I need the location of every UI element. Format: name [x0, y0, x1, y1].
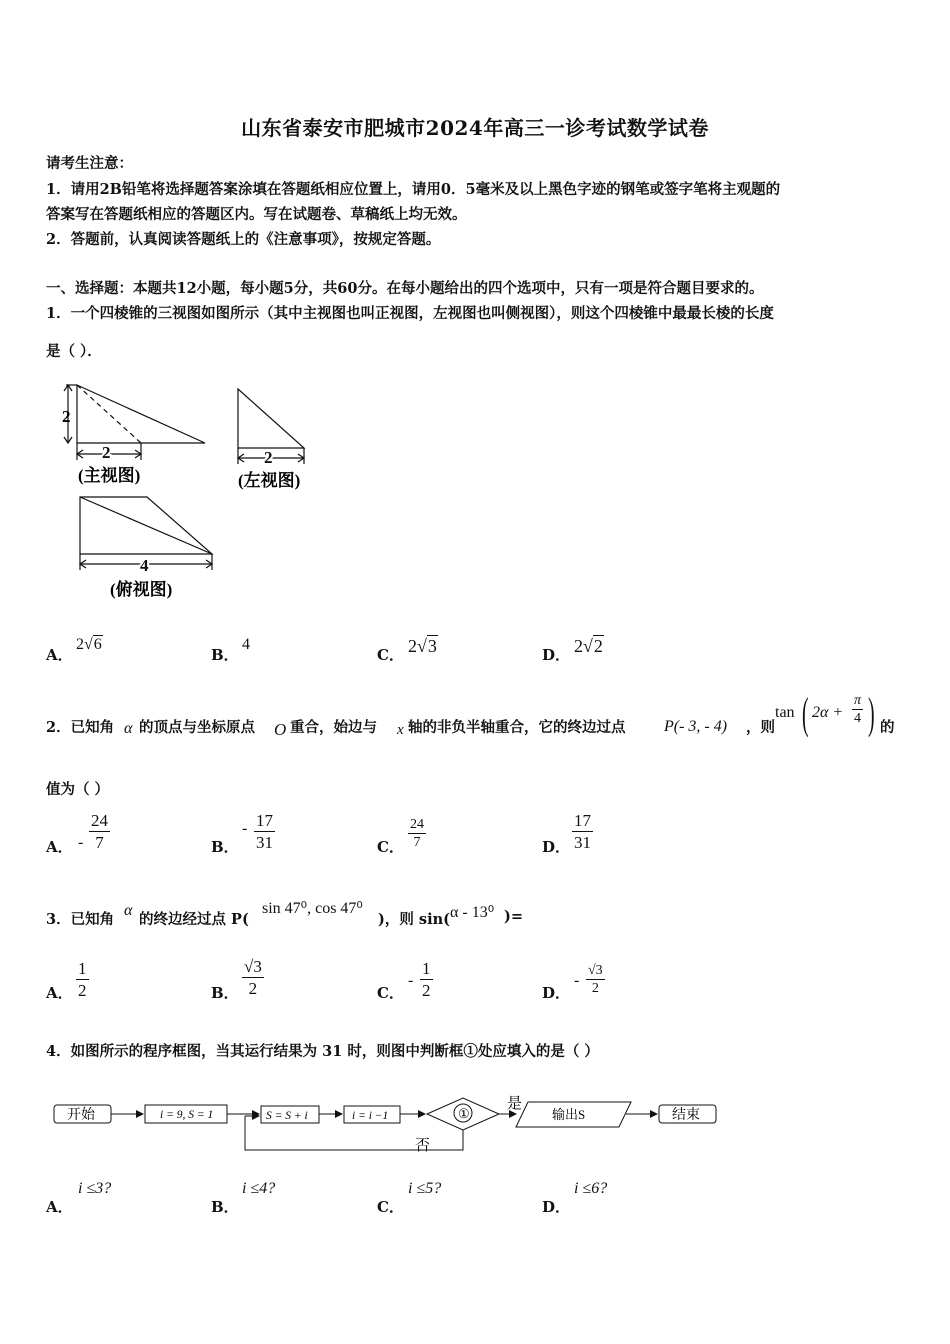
- flow-end-label: 结束: [672, 1108, 700, 1123]
- question-3-options: [46, 956, 906, 1008]
- flow-start-label: 开始: [67, 1108, 95, 1123]
- option-a-letter: A．: [46, 1198, 73, 1216]
- option-d-letter: D．: [542, 646, 571, 664]
- notice-line-1: 1．请用2B铅笔将选择题答案涂填在答题纸相应位置上，请用0．5毫米及以上黑色字迹的钢笔或签字笔将主观题的: [46, 181, 781, 198]
- option-b-fraction: $\frac{√3}{2}$: [244, 957, 262, 998]
- option-a-sign: -: [78, 834, 84, 851]
- option-c-value: 2√3: [408, 636, 437, 656]
- notice-heading: 请考生注意：: [46, 155, 133, 172]
- top-view-label: (俯视图): [110, 580, 173, 599]
- option-d-letter: D．: [542, 984, 571, 1002]
- front-view: [64, 385, 205, 460]
- option-b-value: i ≤4?: [242, 1180, 276, 1197]
- option-b-letter: B．: [211, 984, 239, 1002]
- option-b-letter: B．: [211, 838, 239, 856]
- option-d-fraction: $\frac{17}{31}$: [574, 811, 591, 852]
- option-c-value: i ≤5?: [408, 1180, 442, 1197]
- option-c-letter: C．: [377, 984, 404, 1002]
- option-a-value: 2√6: [76, 636, 102, 653]
- option-b-value: 4: [242, 636, 250, 653]
- option-a-fraction: $\frac{24}{7}$: [91, 811, 108, 852]
- front-width-dim: 2: [102, 443, 111, 462]
- option-c-letter: C．: [377, 1198, 404, 1216]
- option-c-fraction: $\frac{1}{2}$: [422, 959, 431, 1000]
- option-d-letter: D．: [542, 838, 571, 856]
- flow-update-i-label: i = i −1: [352, 1110, 389, 1122]
- option-d-value: i ≤6?: [574, 1180, 608, 1197]
- question-4-text: 4．如图所示的程序框图，当其运行结果为 31 时，则图中判断框①处应填入的是（ ）: [46, 1043, 599, 1060]
- side-view-label: (左视图): [238, 471, 301, 490]
- top-width-dim: 4: [140, 556, 149, 575]
- option-d-letter: D．: [542, 1198, 571, 1216]
- option-d-fraction: $\frac{√3}{2}$: [588, 963, 603, 996]
- three-view-figure: [40, 376, 340, 606]
- page-title: 山东省泰安市肥城市2024年高三一诊考试数学试卷: [241, 116, 709, 140]
- flowchart: [40, 1088, 740, 1160]
- option-a-letter: A．: [46, 838, 73, 856]
- option-a-letter: A．: [46, 646, 73, 664]
- option-a-fraction: $\frac{1}{2}$: [78, 959, 87, 1000]
- question-1-text-2: 是（ ）．: [46, 343, 102, 360]
- question-4-options: [46, 1180, 906, 1216]
- option-d-sign: -: [574, 972, 580, 989]
- question-2-text-2: 值为（ ）: [46, 781, 110, 798]
- notice-line-1b: 答案写在答题纸相应的答题区内。写在试题卷、草稿纸上均无效。: [46, 206, 467, 223]
- option-a-letter: A．: [46, 984, 73, 1002]
- option-c-sign: -: [408, 972, 414, 989]
- option-b-fraction: $\frac{17}{31}$: [256, 811, 273, 852]
- flow-yes-label: 是: [507, 1096, 523, 1112]
- option-a-value: i ≤3?: [78, 1180, 112, 1197]
- front-view-label: (主视图): [78, 466, 141, 485]
- question-3-text: 3．已知角 α 的终边经过点 P( sin 47⁰, cos 47⁰ )，则 sin( α - 13⁰ )=: [46, 900, 524, 928]
- question-2-options: [46, 810, 906, 862]
- notice-line-2: 2．答题前，认真阅读答题纸上的《注意事项》，按规定答题。: [46, 231, 441, 248]
- flow-init-label: i = 9, S = 1: [160, 1109, 214, 1121]
- option-c-fraction: $\frac{24}{7}$: [410, 817, 424, 850]
- question-1-options: [46, 636, 906, 666]
- flow-condition-label: ①: [458, 1106, 470, 1121]
- option-b-letter: B．: [211, 1198, 239, 1216]
- section-heading: 一、选择题：本题共12小题，每小题5分，共60分。在每小题给出的四个选项中，只有一项是符合题目要求的。: [46, 280, 764, 297]
- option-c-letter: C．: [377, 838, 404, 856]
- flow-output-label: 输出S: [552, 1107, 586, 1122]
- front-height-dim: 2: [62, 407, 71, 426]
- option-b-letter: B．: [211, 646, 239, 664]
- option-d-value: 2√2: [574, 636, 603, 656]
- question-2-text: 2．已知角 α 的顶点与坐标原点 O 重合，始边与 x 轴的非负半轴重合，它的终边过点 P(- 3, - 4) ，则 tan ( 2α + $\frac{\pi}{4}$ ) 的: [46, 689, 895, 739]
- flow-no-label: 否: [415, 1138, 431, 1154]
- question-1-text: 1．一个四棱锥的三视图如图所示（其中主视图也叫正视图，左视图也叫侧视图），则这个四棱锥中最最长棱的长度: [46, 305, 774, 322]
- flow-update-s-label: S = S + i: [266, 1110, 308, 1122]
- option-b-sign: -: [242, 820, 248, 837]
- side-width-dim: 2: [264, 448, 273, 467]
- option-c-letter: C．: [377, 646, 404, 664]
